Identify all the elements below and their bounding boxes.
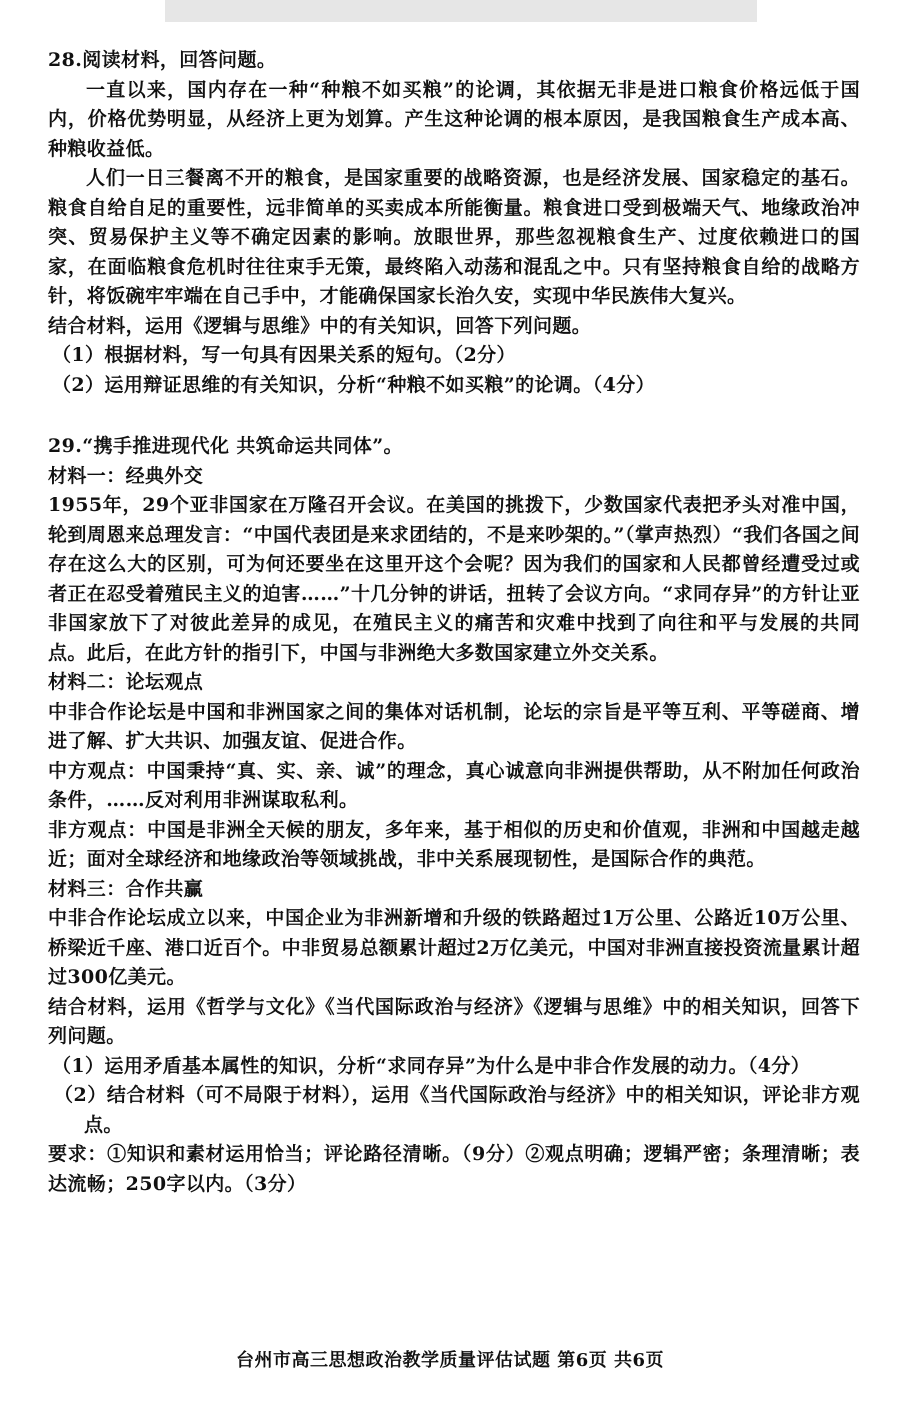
scan-top-strip	[165, 0, 757, 22]
question-28	[48, 46, 860, 400]
q29-africa-view: 非方观点：中国是非洲全天候的朋友，多年来，基于相似的历史和价值观，非洲和中国越走越近；面对全球经济和地缘政治等领域挑战，非中关系展现韧性，是国际合作的典范。	[48, 818, 860, 870]
q29-material-1-text: 1955年，29个亚非国家在万隆召开会议。在美国的挑拨下，少数国家代表把矛头对准中国，轮到周恩来总理发言：“中国代表团是来求团结的，不是来吵架的。”（掌声热烈）“我们各国之间存在这么大的区别，可为何还要坐在这里开这个会呢？因为我们的国家和人民都曾经遭受过或者正在忍受着殖民主义的迫害……”十几分钟的讲话，扭转了会议方向。“求同存异”的方针让亚非国家放下了对彼此差异的成见，在殖民主义的痛苦和灾难中找到了向往和平与发展的共同点。此后，在此方针的指引下，中国与非洲绝大多数国家建立外交关系。	[48, 494, 860, 664]
exam-page-content	[48, 46, 860, 1199]
q28-title: 28.阅读材料，回答问题。	[48, 49, 277, 71]
q29-material-3-heading: 材料三：合作共赢	[48, 877, 204, 900]
q29-subquestion-1: （1）运用矛盾基本属性的知识，分析“求同存异”为什么是中非合作发展的动力。（4分）	[52, 1054, 811, 1077]
q29-material-2-heading: 材料二：论坛观点	[48, 671, 204, 693]
q28-paragraph-2: 人们一日三餐离不开的粮食，是国家重要的战略资源，也是经济发展、国家稳定的基石。粮食自给自足的重要性，远非简单的买卖成本所能衡量。粮食进口受到极端天气、地缘政治冲突、贸易保护主义等不确定因素的影响。放眼世界，那些忽视粮食生产、过度依赖进口的国家，在面临粮食危机时往往束手无策，最终陷入动荡和混乱之中。只有坚持粮食自给的战略方针，将饭碗牢牢端在自己手中，才能确保国家长治久安，实现中华民族伟大复兴。	[48, 167, 860, 307]
question-29	[48, 432, 860, 1199]
q29-material-2-text: 中非合作论坛是中国和非洲国家之间的集体对话机制，论坛的宗旨是平等互利、平等磋商、增进了解、扩大共识、加强友谊、促进合作。	[48, 700, 860, 752]
page-footer: 台州市高三思想政治教学质量评估试题 第6页 共6页	[235, 1350, 665, 1371]
q29-material-1-heading: 材料一：经典外交	[48, 464, 204, 487]
q28-instruction: 结合材料，运用《逻辑与思维》中的有关知识，回答下列问题。	[48, 314, 592, 337]
q28-subquestion-2: （2）运用辩证思维的有关知识，分析“种粮不如买粮”的论调。（4分）	[52, 373, 655, 396]
q29-subquestion-2: （2）结合材料（可不局限于材料），运用《当代国际政治与经济》中的相关知识，评论非方观点。	[54, 1084, 860, 1136]
q29-instruction: 结合材料，运用《哲学与文化》《当代国际政治与经济》《逻辑与思维》中的相关知识，回答下列问题。	[48, 995, 860, 1047]
q28-paragraph-1: 一直以来，国内存在一种“种粮不如买粮”的论调，其依据无非是进口粮食价格远低于国内，价格优势明显，从经济上更为划算。产生这种论调的根本原因，是我国粮食生产成本高、种粮收益低。	[48, 78, 860, 160]
q28-subquestion-1: （1）根据材料，写一句具有因果关系的短句。（2分）	[52, 344, 516, 366]
q29-requirement: 要求：①知识和素材运用恰当；评论路径清晰。（9分）②观点明确；逻辑严密；条理清晰；表达流畅；250字以内。（3分）	[48, 1143, 860, 1195]
q29-material-3-text: 中非合作论坛成立以来，中国企业为非洲新增和升级的铁路超过1万公里、公路近10万公里、桥梁近千座、港口近百个。中非贸易总额累计超过2万亿美元，中国对非洲直接投资流量累计超过300亿美元。	[48, 907, 860, 988]
q29-title: 29.“携手推进现代化 共筑命运共同体”。	[48, 435, 403, 457]
q29-china-view: 中方观点：中国秉持“真、实、亲、诚”的理念，真心诚意向非洲提供帮助，从不附加任何政治条件，……反对利用非洲谋取私利。	[48, 759, 860, 811]
